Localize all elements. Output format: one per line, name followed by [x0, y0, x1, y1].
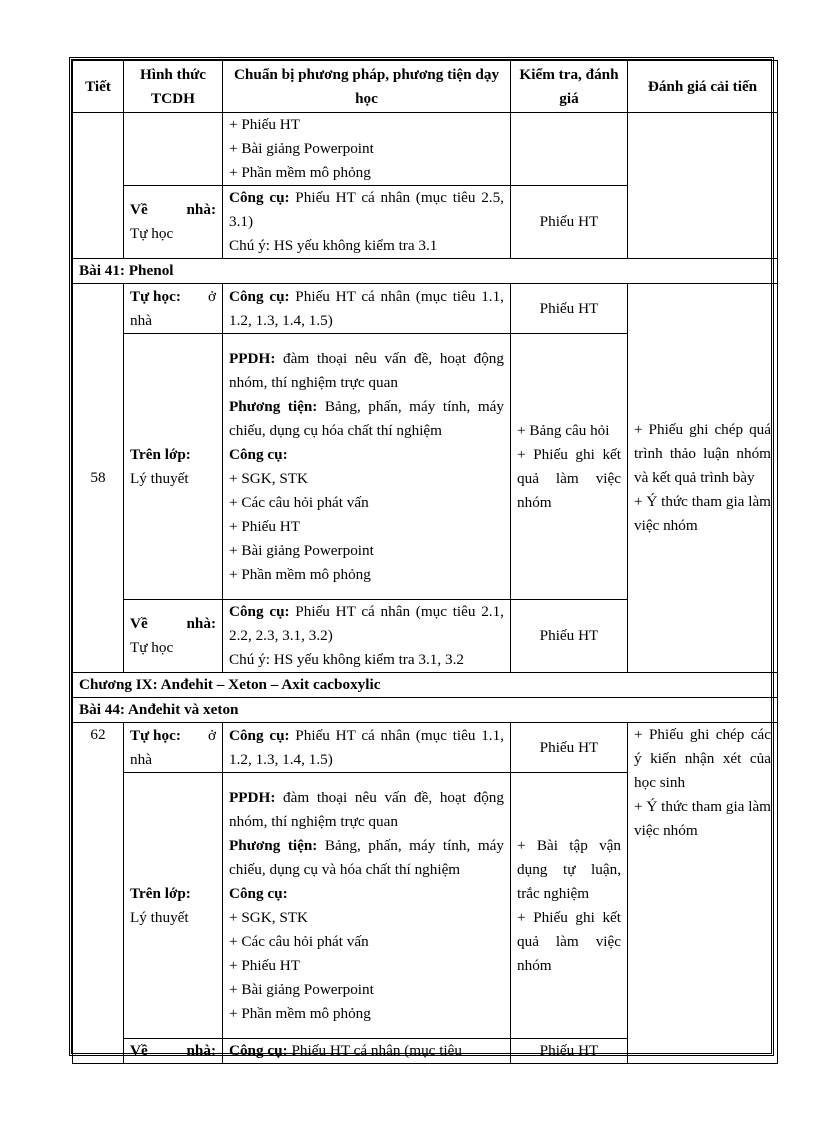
b44-tu-hoc: Tự học: ở nhà — [124, 723, 223, 773]
tiet-58: 58 — [73, 284, 124, 673]
b41-ve-nha: Về nhà: Tự học — [124, 600, 223, 673]
top-ve-nha-tools: Công cụ: Phiếu HT cá nhân (mục tiêu 2.5, 3.1) Chú ý: HS yếu không kiểm tra 3.1 — [223, 186, 511, 259]
lesson-plan-table — [69, 57, 774, 1059]
top-ve-nha-kt: Phiếu HT — [511, 186, 628, 259]
table-row — [73, 284, 778, 334]
tiet-62: 62 — [73, 723, 124, 1064]
b44-tren-lop-content: PPDH: đàm thoại nêu vấn đề, hoạt động nhóm, thí nghiệm trực quan Phương tiện: Bảng, phấn, máy tính, máy chiếu, dụng cụ và hóa chất thí nghiệm Công cụ: + SGK, STK + Các câu hỏi phát vấn + Phiếu HT + Bài giảng Powerpoint + Phần mềm mô phỏng — [223, 773, 511, 1039]
b44-ve-nha-tools: Công cụ: Phiếu HT cá nhân (mục tiêu — [223, 1039, 511, 1064]
b41-tren-lop-content: PPDH: đàm thoại nêu vấn đề, hoạt động nhóm, thí nghiệm trực quan Phương tiện: Bảng, phấn, máy tính, máy chiếu, dụng cụ hóa chất thí nghiệm Công cụ: + SGK, STK + Các câu hỏi phát vấn + Phiếu HT + Bài giảng Powerpoint + Phần mềm mô phỏng — [223, 334, 511, 600]
header-kiem-tra: Kiểm tra, đánh giá — [511, 61, 628, 113]
lesson-title-row — [73, 698, 778, 723]
b41-tren-lop-kt: + Bảng câu hỏi + Phiếu ghi kết quả làm việc nhóm — [511, 334, 628, 600]
b41-tu-hoc-kt: Phiếu HT — [511, 284, 628, 334]
header-row — [73, 61, 778, 113]
table-row — [73, 723, 778, 773]
chapter-title-row — [73, 673, 778, 698]
header-chuan-bi: Chuẩn bị phương pháp, phương tiện dạy học — [223, 61, 511, 113]
b41-tu-hoc-tools: Công cụ: Phiếu HT cá nhân (mục tiêu 1.1, 1.2, 1.3, 1.4, 1.5) — [223, 284, 511, 334]
b41-tu-hoc: Tự học: ở nhà — [124, 284, 223, 334]
b44-tren-lop: Trên lớp: Lý thuyết — [124, 773, 223, 1039]
chapter-9-title: Chương IX: Anđehit – Xeton – Axit cacboxylic — [73, 673, 778, 698]
header-tiet: Tiết — [73, 61, 124, 113]
top-chuan-bi-cell: + Phiếu HT + Bài giảng Powerpoint + Phần mềm mô phỏng — [223, 113, 511, 186]
b41-ve-nha-kt: Phiếu HT — [511, 600, 628, 673]
b41-tren-lop: Trên lớp: Lý thuyết — [124, 334, 223, 600]
b41-ve-nha-tools: Công cụ: Phiếu HT cá nhân (mục tiêu 2.1, 2.2, 2.3, 3.1, 3.2) Chú ý: HS yếu không kiểm tra 3.1, 3.2 — [223, 600, 511, 673]
b44-danh-gia: + Phiếu ghi chép các ý kiến nhận xét của học sinh + Ý thức tham gia làm việc nhóm — [628, 723, 778, 1064]
b44-ve-nha: Về nhà: — [124, 1039, 223, 1064]
lesson-title-row — [73, 259, 778, 284]
top-ve-nha-cell: Về nhà: Tự học — [124, 186, 223, 259]
b44-tren-lop-kt: + Bài tập vận dụng tự luận, trắc nghiệm + Phiếu ghi kết quả làm việc nhóm — [511, 773, 628, 1039]
b41-danh-gia: + Phiếu ghi chép quá trình thảo luận nhóm và kết quả trình bày + Ý thức tham gia làm việc nhóm — [628, 284, 778, 673]
b44-tu-hoc-tools: Công cụ: Phiếu HT cá nhân (mục tiêu 1.1, 1.2, 1.3, 1.4, 1.5) — [223, 723, 511, 773]
b44-tu-hoc-kt: Phiếu HT — [511, 723, 628, 773]
lesson-44-title: Bài 44: Anđehit và xeton — [73, 698, 778, 723]
b44-ve-nha-kt: Phiếu HT — [511, 1039, 628, 1064]
table-row — [73, 113, 778, 186]
lesson-41-title: Bài 41: Phenol — [73, 259, 778, 284]
header-danh-gia: Đánh giá cải tiến — [628, 61, 778, 113]
header-hinh-thuc: Hình thức TCDH — [124, 61, 223, 113]
